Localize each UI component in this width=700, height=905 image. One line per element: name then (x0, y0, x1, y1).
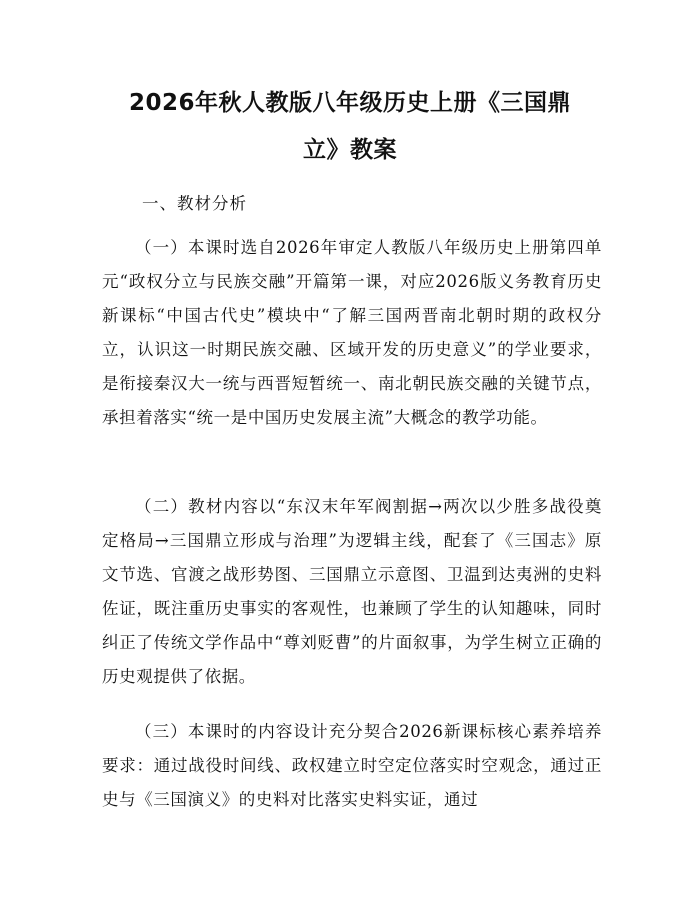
paragraph-3: （三）本课时的内容设计充分契合2026新课标核心素养培养要求：通过战役时间线、政权建立时空定位落实时空观念，通过正史与《三国演义》的史料对比落实史料实证，通过 (102, 722, 602, 809)
document-title-line-2: 立》教案 (303, 137, 397, 163)
paragraph-2: （二）教材内容以“东汉末年军阀割据→两次以少胜多战役奠定格局→三国鼎立形成与治理”为逻辑主线，配套了《三国志》原文节选、官渡之战形势图、三国鼎立示意图、卫温到达夷洲的史料佐证，既注重历史事实的客观性，也兼顾了学生的认知趣味，同时纠正了传统文学作品中“尊刘贬曹”的片面叙事，为学生树立正确的历史观提供了依据。 (102, 497, 602, 686)
paragraph-1: （一）本课时选自2026年审定人教版八年级历史上册第四单元“政权分立与民族交融”开篇第一课，对应2026版义务教育历史新课标“中国古代史”模块中“了解三国两晋南北朝时期的政权分立，认识这一时期民族交融、区域开发的历史意义”的学业要求，是衔接秦汉大一统与西晋短暂统一、南北朝民族交融的关键节点，承担着落实“统一是中国历史发展主流”大概念的教学功能。 (102, 238, 602, 427)
section-heading: 一、教材分析 (142, 194, 247, 213)
document-title-line-1: 2026年秋人教版八年级历史上册《三国鼎 (128, 90, 571, 116)
